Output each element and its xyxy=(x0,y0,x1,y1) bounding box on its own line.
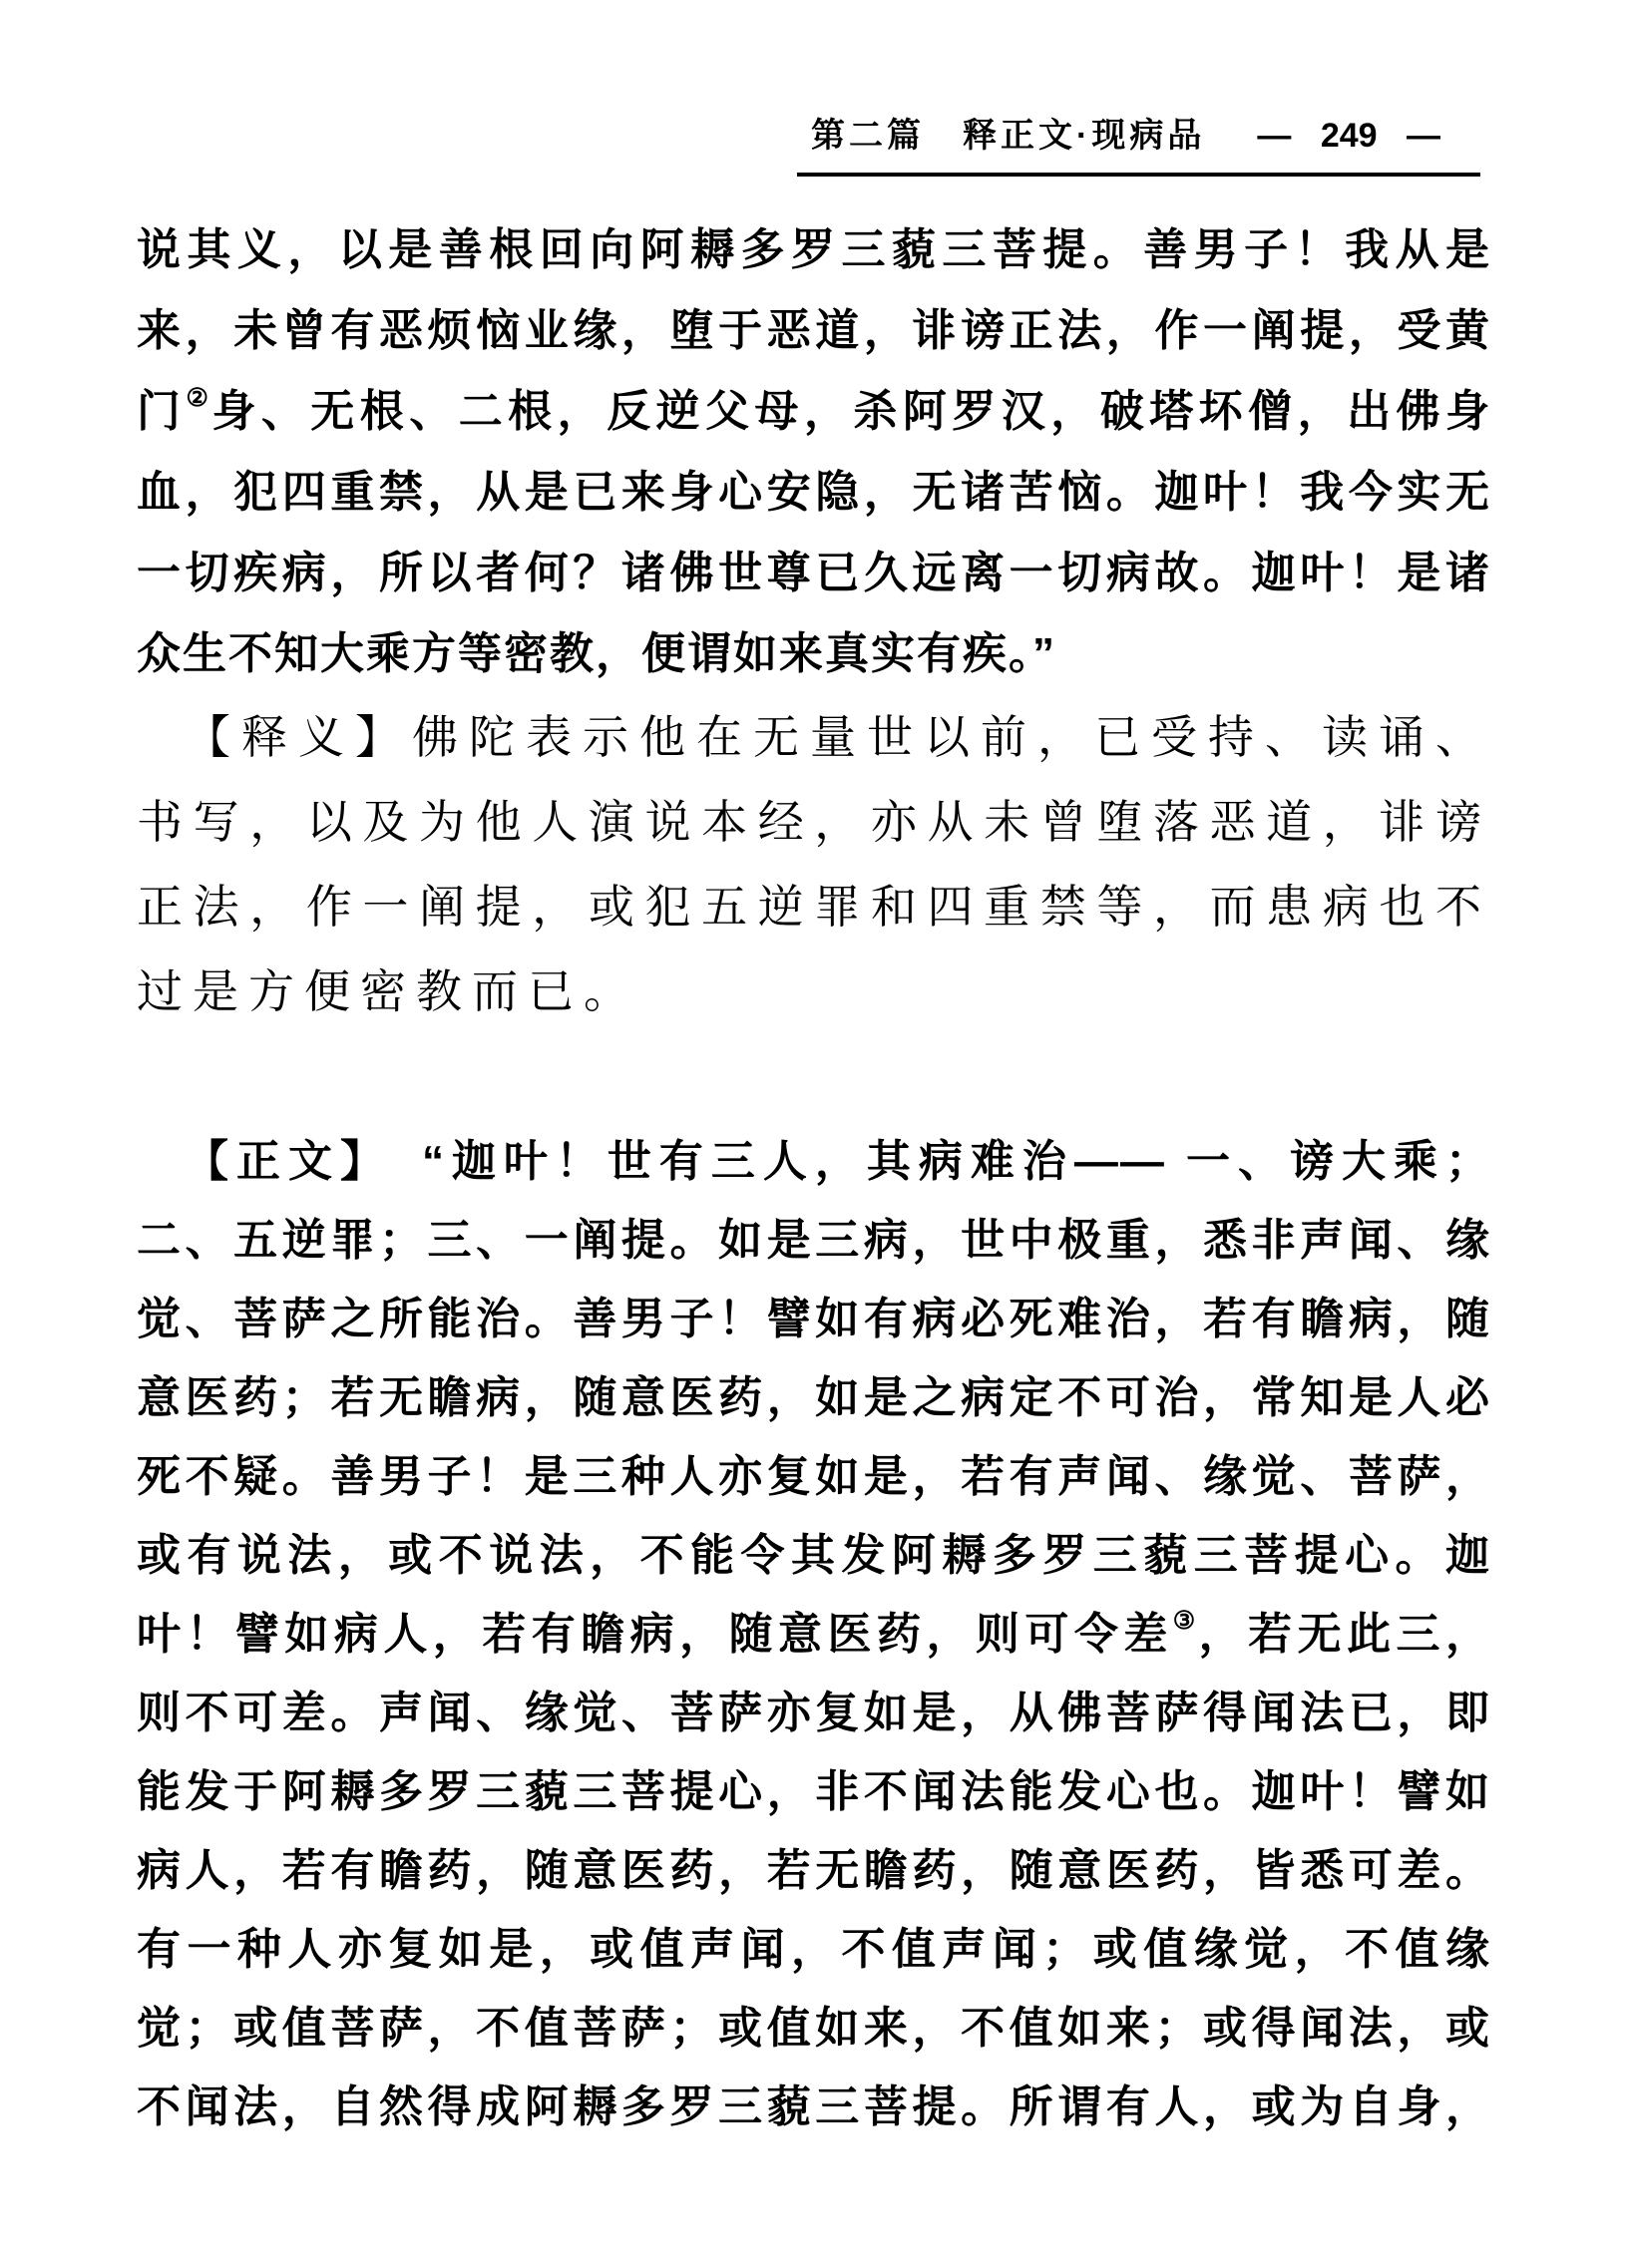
text-line: 意医药；若无瞻病，随意医药，如是之病定不可治，常知是人必 xyxy=(137,1373,1491,1422)
page-number-group xyxy=(1247,117,1450,156)
text-line: 来，未曾有恶烦恼业缘，堕于恶道，诽谤正法，作一阐提，受黄 xyxy=(137,306,1491,355)
text-line: 说其义，以是善根回向阿耨多罗三藐三菩提。善男子！我从是 xyxy=(137,225,1491,274)
text-line: 过是方便密教而已。 xyxy=(137,966,639,1017)
text-line: 众生不知大乘方等密教，便谓如来真实有疾。” xyxy=(137,629,1056,678)
text-line: 一切疾病，所以者何？诸佛世尊已久远离一切病故。迦叶！是诸 xyxy=(137,549,1491,597)
text-line: 觉、菩萨之所能治。善男子！譬如有病必死难治，若有瞻病，随 xyxy=(137,1295,1491,1343)
chapter-title: 第二篇 释正文·现病品 xyxy=(811,117,1206,155)
body-text-column xyxy=(137,209,1491,2146)
text-line: 二、五逆罪；三、一阐提。如是三病，世中极重，悉非声闻、缘 xyxy=(137,1216,1491,1265)
footnote-marker: ③ xyxy=(1172,1607,1199,1635)
page-number-dash-right: — xyxy=(1407,117,1440,155)
text-line: 不闻法，自然得成阿耨多罗三藐三菩提。所谓有人，或为自身， xyxy=(137,2082,1491,2131)
text-line: 病人，若有瞻药，随意医药，若无瞻药，随意医药，皆悉可差。 xyxy=(137,1846,1491,1895)
scripture-continuation-paragraph xyxy=(137,209,1491,694)
text-line: 血，犯四重禁，从是已来身心安隐，无诸苦恼。迦叶！我今实无 xyxy=(137,468,1491,517)
footnote-marker: ② xyxy=(186,384,212,412)
text-line: 能发于阿耨多罗三藐三菩提心，非不闻法能发心也。迦叶！譬如 xyxy=(137,1767,1491,1816)
text-line: 或有说法，或不说法，不能令其发阿耨多罗三藐三菩提心。迦 xyxy=(137,1531,1491,1580)
text-line: 正法，作一阐提，或犯五逆罪和四重禁等，而患病也不 xyxy=(137,882,1491,933)
text-line: 门②身、无根、二根，反逆父母，杀阿罗汉，破塔坏僧，出佛身 xyxy=(137,384,1492,436)
text-line: 叶！譬如病人，若有瞻病，随意医药，则可令差③，若无此三， xyxy=(137,1607,1492,1659)
text-line: 【释义】佛陀表示他在无量世以前，已受持、读诵、 xyxy=(185,712,1491,763)
text-line: 书写，以及为他人演说本经，亦从未曾堕落恶道，诽谤 xyxy=(137,797,1491,848)
page-number-dash-left: — xyxy=(1257,117,1292,155)
text-line: 则不可差。声闻、缘觉、菩萨亦复如是，从佛菩萨得闻法已，即 xyxy=(137,1689,1491,1737)
running-header xyxy=(797,108,1480,177)
text-line: 死不疑。善男子！是三种人亦复如是，若有声闻、缘觉、菩萨， xyxy=(137,1452,1491,1501)
text-line: 有一种人亦复如是，或值声闻，不值声闻；或值缘觉，不值缘 xyxy=(137,1925,1491,1974)
text-line: 【正文】 “迦叶！世有三人，其病难治—— 一、谤大乘； xyxy=(185,1137,1491,1186)
header-rule xyxy=(797,108,1480,177)
page-number: 249 xyxy=(1320,117,1378,155)
shiyi-commentary-paragraph xyxy=(137,695,1491,1034)
zhengwen-scripture-paragraph xyxy=(137,1122,1491,2146)
text-line: 觉；或值菩萨，不值菩萨；或值如来，不值如来；或得闻法，或 xyxy=(137,2004,1491,2053)
